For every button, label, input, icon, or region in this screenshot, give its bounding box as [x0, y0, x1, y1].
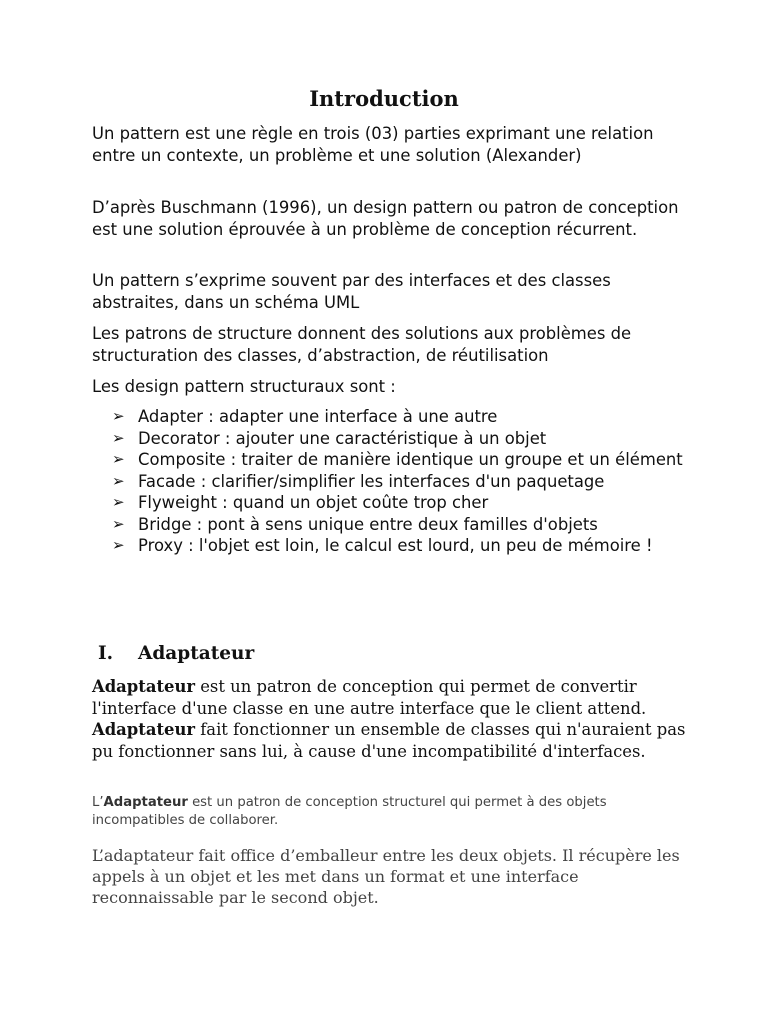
text-run: patron de conception [256, 677, 434, 696]
list-item [110, 471, 690, 493]
paragraph-list-intro: Les design pattern structuraux sont : [92, 377, 396, 396]
arrow-bullet-icon: ➢ [112, 407, 125, 425]
paragraph-adaptateur-wrapper: L’adaptateur fait office d’emballeur entre les deux objets. Il récupère les appels à un objet et les met dans un format et une interface reconnaissable par le second objet. [92, 846, 680, 907]
bold-term: Adaptateur [92, 677, 196, 696]
text-run: est un patron de conception structurel qui permet à des objets incompatibles de collaborer. [92, 795, 607, 828]
text-run: L’ [92, 795, 104, 810]
bold-term: Adaptateur [103, 795, 188, 810]
paragraph-uml: Un pattern s’exprime souvent par des interfaces et des classes abstraites, dans un schéma UML [92, 271, 611, 312]
list-item-text: Facade : clarifier/simplifier les interfaces d'un paquetage [138, 471, 605, 491]
list-item-text: Decorator : ajouter une caractéristique à un objet [138, 428, 547, 448]
paragraph-structure-patterns: Les patrons de structure donnent des solutions aux problèmes de structuration des classes, d’abstraction, de réutilisation [92, 324, 632, 365]
structural-patterns-list [110, 406, 690, 557]
list-item-text: Flyweight : quand un objet coûte trop cher [138, 493, 489, 512]
bold-term: Adaptateur [92, 720, 196, 739]
arrow-bullet-icon: ➢ [112, 493, 125, 511]
section-title: Adaptateur [138, 643, 255, 664]
page-title: Introduction [309, 86, 459, 111]
list-item [110, 492, 690, 514]
list-item [110, 535, 690, 557]
list-item-text: Composite : traiter de manière identique un groupe et un élément [138, 450, 683, 469]
text-run: qui permet de convertir l'interface d'une classe en une autre interface que le client attend. [92, 677, 647, 718]
text-run: est un [195, 677, 257, 696]
arrow-bullet-icon: ➢ [112, 536, 125, 554]
list-item [110, 406, 690, 428]
section-number: I. [98, 643, 114, 664]
list-item-text: Adapter : adapter une interface à une autre [138, 407, 498, 426]
list-item [110, 428, 690, 450]
list-item-text: Proxy : l'objet est loin, le calcul est lourd, un peu de mémoire ! [138, 536, 653, 555]
arrow-bullet-icon: ➢ [112, 428, 125, 447]
paragraph-adaptateur-structural [92, 794, 692, 830]
paragraph-pattern-definition: Un pattern est une règle en trois (03) parties exprimant une relation entre un contexte, un problème et une solution (Alexander) [92, 124, 654, 165]
arrow-bullet-icon: ➢ [112, 450, 125, 468]
paragraph-buschmann: D’après Buschmann (1996), un design pattern ou patron de conception est une solution éprouvée à un problème de conception récurrent. [92, 198, 679, 239]
list-item-text: Bridge : pont à sens unique entre deux familles d'objets [138, 514, 598, 534]
list-item [110, 449, 690, 471]
text-run: fait fonctionner un ensemble de classes qui n'auraient pas pu fonctionner sans lui, à cause d'une incompatibilité d'interfaces. [92, 720, 686, 761]
arrow-bullet-icon: ➢ [112, 514, 125, 533]
section-heading [98, 641, 254, 667]
list-item [110, 514, 690, 536]
paragraph-adaptateur-definition [92, 676, 692, 762]
arrow-bullet-icon: ➢ [112, 471, 125, 490]
